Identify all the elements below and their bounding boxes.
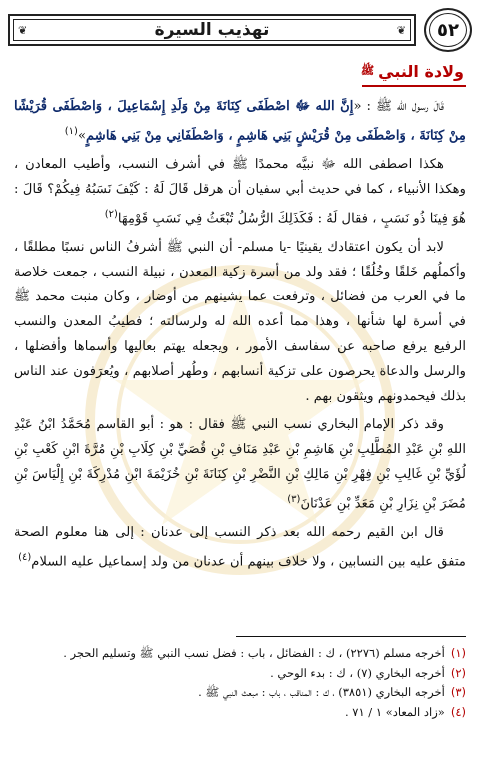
paragraph-genealogy xyxy=(14,413,466,517)
ornament-left-icon: ❦ xyxy=(18,24,28,37)
book-title: تهذيب السيرة xyxy=(154,20,270,40)
paragraph-lineage xyxy=(14,153,466,232)
main-text xyxy=(14,58,466,575)
footnote-item xyxy=(14,644,466,664)
hadith-close: » xyxy=(77,128,87,144)
footnote-ref-3[interactable]: (٣) xyxy=(287,493,301,505)
paragraph-belief xyxy=(14,236,466,410)
footnote-ref-4[interactable]: (٤) xyxy=(18,551,32,563)
footnote-text: أخرجه البخاري (٣٨٥١) ، ك : المناقب ، باب : مبعث النبي ﷺ . xyxy=(198,685,445,700)
paragraph-text: هكذا اصطفى الله ﷻ نبيَّه محمدًا ﷺ في أشرف النسب، وأطيب المعادن ، وهكذا الأنبياء ، كما في حديث أبي سفيان أن هرقل قَالَ لَهُ : كَيْفَ نَسَبُهُ فِيكُمْ؟ قَالَ : هُوَ فِينَا ذُو نَسَبٍ ، فقال لَهُ : فَكَذَلِكَ الرُّسُلُ تُبْعَثُ فِي نَسَبِ قَوْمِهَا xyxy=(14,156,466,226)
honorific-icon: ﷺ xyxy=(360,63,375,77)
title-frame xyxy=(8,14,416,46)
footnote-divider xyxy=(236,636,466,637)
footnote-item xyxy=(14,683,466,703)
paragraph-text: قال ابن القيم رحمه الله بعد ذكر النسب إلى عدنان : إلى هنا معلوم الصحة متفق عليه بين النسابين ، ولا خلاف بينهم أن عدنان من ولد إسماعيل عليه السلام xyxy=(14,524,466,570)
section-title: ولادة النبي xyxy=(378,62,464,81)
paragraph-text: وقد ذكر الإمام البخاري نسب النبي ﷺ فقال : هو : أبو القاسم مُحَمَّدُ ابْنُ عَبْدِ اللهِ بْنِ عَبْدِ المُطَّلِبِ بْنِ هَاشِمِ بْنِ عَبْدِ مَنَافِ بْنِ قُصَيِّ بْنِ كِلَابِ بْنِ مُرَّةَ ابْنِ كَعْبِ بْنِ لُؤَيِّ بْنِ غَالِبِ بْنِ فِهْرِ بْنِ مَالِكِ بْنِ النَّضْرِ بْنِ كِنَانَةَ بْنِ خُزَيْمَةَ ابْنِ مُدْرِكَةَ بْنِ إِلْيَاسَ بْنِ مُضَرَ بْنِ نِزَارِ بْنِ مَعَدِّ بْنِ عَدْنَانَ xyxy=(14,417,466,512)
footnote-text: أخرجه البخاري (٧) ، ك : بدء الوحي . xyxy=(270,665,445,680)
footnote-number: (٢) xyxy=(450,665,466,680)
footnote-text: أخرجه مسلم (٢٢٧٦) ، ك : الفضائل ، باب : فضل نسب النبي ﷺ وتسليم الحجر . xyxy=(63,646,445,660)
footnote-number: (١) xyxy=(450,646,466,660)
paragraph-hadith xyxy=(14,95,466,149)
footnote-ref-1[interactable]: (١) xyxy=(64,125,78,137)
paragraph-ibn-qayyim xyxy=(14,521,466,575)
page-header xyxy=(8,6,472,56)
footnote-ref-2[interactable]: (٢) xyxy=(104,208,118,220)
footnote-text: «زاد المعاد» ١ / ٧١ . xyxy=(344,704,445,719)
heading-underline xyxy=(362,85,466,87)
section-heading xyxy=(14,62,464,81)
footnote-number: (٣) xyxy=(450,685,466,700)
page-number: ٥٢ xyxy=(424,8,472,52)
hadith-intro: قَالَ رسول الله ﷺ : « xyxy=(353,99,444,114)
ornament-right-icon: ❦ xyxy=(396,24,406,37)
footnote-item xyxy=(14,664,466,684)
paragraph-text: لابد أن يكون اعتقادك يقينيًا -يا مسلم- أن النبي ﷺ أشرفُ الناس نسبًا مطلقًا ، وأكملُهم خَلقًا وخُلُقًا ؛ فقد ولد من أسرة زكية المعدن ، نبيلة النسب ، جمعت خلاصة ما في العرب من فضائل ، وترفعت عما يشينهم من أوضار ، وكان منبت محمد ﷺ في أسرة لها شأنها ، وهذا مما أعده الله له ولرسالته ؛ فطيبُ المعدن والنسب الرفيع يرفع صاحبه عن سفاسف الأمور ، ويجعله يهتم بعاليها وأسماها وأفضلها ، والرسل والدعاة يحرصون على تزكية أنسابهم ، وطُهر أصلابهم ، ويُعرَفون عند الناس بذلك فيحمدونهم ويثقون بهم . xyxy=(14,239,466,404)
footnotes xyxy=(14,644,466,722)
hadith-text: إِنَّ الله ﷻ اصْطَفَى كِنَانَةَ مِنْ وَلَدِ إِسْمَاعِيلَ ، وَاصْطَفَى قُرَيْشًا مِنْ كِنَانَةَ ، وَاصْطَفَى مِنْ قُرَيْشٍ بَنِي هَاشِمٍ ، وَاصْطَفَانِي مِنْ بَنِي هَاشِمٍ xyxy=(14,99,466,144)
footnote-number: (٤) xyxy=(450,704,466,719)
footnote-item xyxy=(14,703,466,723)
